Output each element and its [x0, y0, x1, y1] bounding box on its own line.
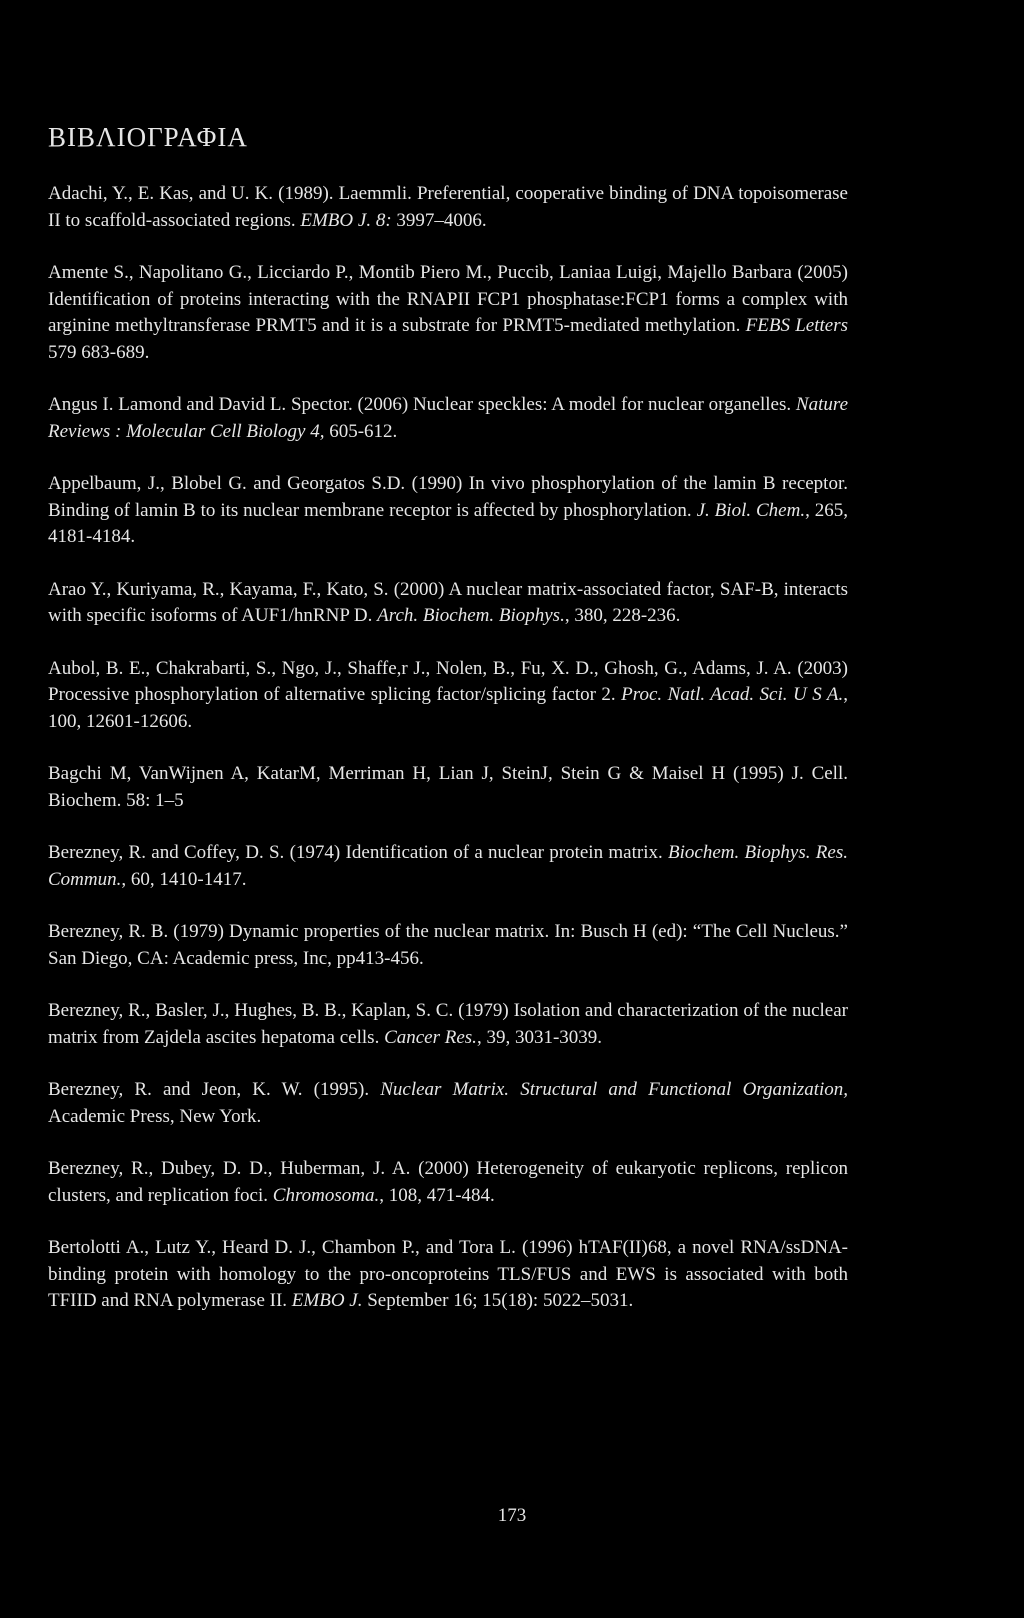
reference-text: Berezney, R. and Coffey, D. S. (1974) Identification of a nuclear protein matrix. [48, 842, 669, 863]
reference-entry [48, 392, 848, 445]
reference-journal: Nuclear Matrix. Structural and Functional Organization, [380, 1079, 849, 1100]
reference-text: , 265, 4181-4184. [48, 499, 849, 547]
reference-entry [48, 1077, 848, 1130]
reference-entry [48, 840, 848, 893]
reference-text: Amente S., Napolitano G., Licciardo P., Montib Piero M., Puccib, Laniaa Luigi, Majello Barbara (2005) Identification of proteins interacting with the RNAPII FCP1 phosphatase:FCP1 forms a complex with arginine methyltransferase PRMT5 and it is a substrate for PRMT5-mediated methylation. [48, 262, 848, 336]
reference-entry [48, 919, 848, 972]
reference-entry [48, 761, 848, 814]
reference-text: Berezney, R. B. (1979) Dynamic properties of the nuclear matrix. In: Busch H (ed): “The Cell Nucleus.” San Diego, CA: Academic press, Inc, pp413-456. [48, 921, 848, 969]
bibliography-page [48, 122, 848, 1341]
reference-text: Academic Press, New York. [48, 1105, 262, 1127]
reference-journal: J. Biol. Chem. [696, 499, 806, 521]
reference-text: 605-612. [324, 420, 398, 442]
reference-text: Bertolotti A., Lutz Y., Heard D. J., Chambon P., and Tora L. (1996) hTAF(II)68, a novel RNA/ssDNA-binding protein with homology to the pro-oncoproteins TLS/FUS and EWS is associated with both TFIID and RNA polymerase II. [48, 1237, 848, 1311]
reference-text: Berezney, R., Basler, J., Hughes, B. B., Kaplan, S. C. (1979) Isolation and characterization of the nuclear matrix from Zajdela ascites hepatoma cells. [48, 1000, 848, 1048]
reference-text: Angus I. Lamond and David L. Spector. (2006) Nuclear speckles: A model for nuclear organelles. [48, 394, 796, 415]
reference-text: Adachi, Y., E. Kas, and U. K. (1989). Laemmli. Preferential, cooperative binding of DNA topoisomerase II to scaffold-associated regions. [48, 183, 848, 231]
reference-text: Berezney, R., Dubey, D. D., Huberman, J. A. (2000) Heterogeneity of eukaryotic replicons, replicon clusters, and replication foci. [48, 1158, 848, 1206]
reference-entry [48, 656, 848, 736]
page-number: 173 [497, 1505, 527, 1526]
reference-journal: FEBS Letters [745, 315, 848, 336]
reference-journal: EMBO J. 8: [300, 209, 392, 231]
reference-text: 3997–4006. [391, 209, 487, 231]
reference-text: Appelbaum, J., Blobel G. and Georgatos S.D. (1990) In vivo phosphorylation of the lamin B receptor. Binding of lamin B to its nuclear membrane receptor is affected by phosphorylation. [48, 473, 848, 521]
reference-list [48, 181, 848, 1315]
reference-journal: Arch. Biochem. Biophys. [377, 605, 565, 626]
reference-entry [48, 577, 848, 630]
reference-journal: Cancer Res. [384, 1026, 477, 1048]
reference-text: Arao Y., Kuriyama, R., Kayama, F., Kato, S. (2000) A nuclear matrix-associated factor, SAF-B, interacts with specific isoforms of AUF1/hnRNP D. [48, 578, 848, 626]
reference-text: Bagchi M, VanWijnen A, KatarM, Merriman H, Lian J, SteinJ, Stein G & Maisel H (1995) J. Cell. Biochem. 58: 1–5 [48, 763, 848, 811]
reference-text: , 39, 3031-3039. [476, 1026, 603, 1048]
reference-entry [48, 471, 848, 551]
reference-journal: Nature Reviews : Molecular Cell Biology 4, [48, 394, 848, 442]
reference-journal: Proc. Natl. Acad. Sci. U S A. [621, 684, 844, 705]
reference-text: , 100, 12601-12606. [48, 684, 848, 732]
reference-text: 579 683-689. [48, 341, 150, 363]
page-title: ΒΙΒΛΙΟΓΡΑΦΙΑ [48, 122, 248, 152]
reference-text: , 60, 1410-1417. [121, 868, 247, 890]
reference-journal: Chromosoma. [272, 1184, 380, 1206]
reference-entry [48, 181, 848, 234]
reference-text: , 380, 228-236. [564, 605, 681, 626]
reference-journal: EMBO J. [291, 1290, 363, 1311]
reference-text: Berezney, R. and Jeon, K. W. (1995). [48, 1079, 381, 1100]
reference-text: Aubol, B. E., Chakrabarti, S., Ngo, J., Shaffe,r J., Nolen, B., Fu, X. D., Ghosh, G., Adams, J. A. (2003) Processive phosphorylation of alternative splicing factor/splicing factor 2. [48, 657, 848, 705]
reference-text: September 16; 15(18): 5022–5031. [362, 1290, 634, 1311]
reference-entry [48, 260, 848, 366]
reference-journal: Biochem. Biophys. Res. Commun. [48, 842, 848, 890]
reference-entry [48, 1156, 848, 1209]
reference-entry [48, 1235, 848, 1315]
reference-text: , 108, 471-484. [379, 1184, 495, 1206]
reference-entry [48, 998, 848, 1051]
